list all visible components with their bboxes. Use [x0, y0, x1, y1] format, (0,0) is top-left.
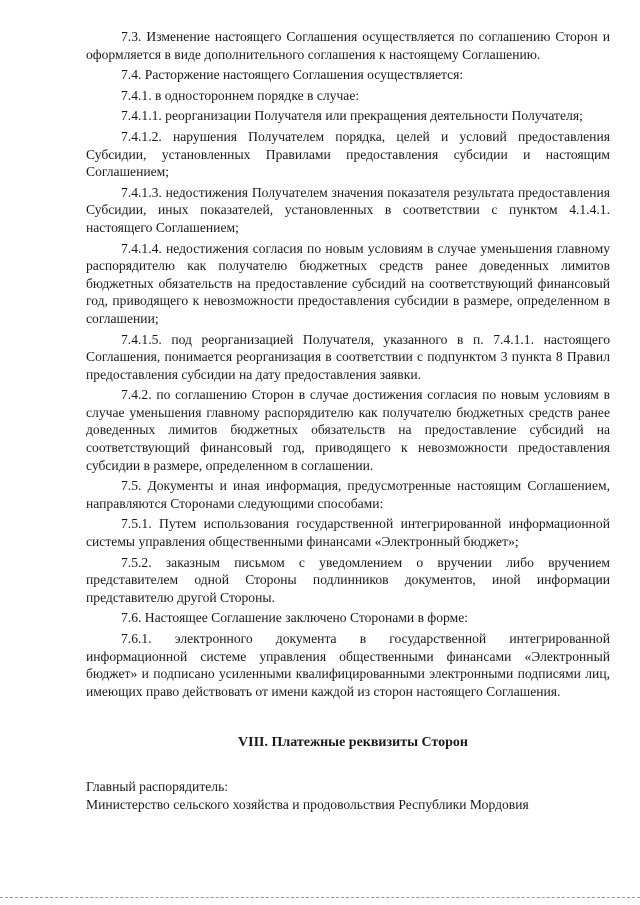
paragraph-7-4-1-5: 7.4.1.5. под реорганизацией Получателя, указанного в п. 7.4.1.1. настоящего Соглашения, понимается реорганизация в соответствии с подпунктом 3 пункта 8 Правил предоставления субсидии на дату предоставления заявки.	[86, 331, 610, 382]
paragraph-7-6: 7.6. Настоящее Соглашение заключено Сторонами в форме:	[121, 610, 469, 626]
paragraph-7-4-2: 7.4.2. по соглашению Сторон в случае достижения согласия по новым условиям в случае уменьшения главному распорядителю как получателю бюджетных средств ранее доведенных лимитов бюджетных обязательств на предоставление субсидий на соответствующий финансовый год, приводящего к невозможности предоставления субсидии в размере, определенном в соглашении.	[86, 387, 610, 473]
paragraph-7-4-1-2: 7.4.1.2. нарушения Получателем порядка, целей и условий предоставления Субсидии, установленных Правилами предоставления субсидии и настоящим Соглашением;	[86, 128, 610, 180]
document-page	[86, 28, 610, 814]
party-block	[86, 778, 610, 813]
paragraph-7-4-1-3: 7.4.1.3. недостижения Получателем значения показателя результата предоставления Субсидии, иных показателей, установленных в соответствии с пунктом 4.1.4.1. настоящего Соглашением;	[86, 184, 610, 235]
paragraph-7-5-2: 7.5.2. заказным письмом с уведомлением о вручении либо вручением представителем одной Стороны подлинников документов, иной информации представителю другой Стороны.	[86, 554, 610, 605]
party-organization: Министерство сельского хозяйства и продовольствия Республики Мордовия	[86, 796, 529, 812]
paragraph-7-5-1: 7.5.1. Путем использования государственной интегрированной информационной системы управления общественными финансами «Электронный бюджет»;	[86, 516, 610, 550]
section-heading: VIII. Платежные реквизиты Сторон	[238, 735, 468, 751]
paragraph-7-3: 7.3. Изменение настоящего Соглашения осуществляется по соглашению Сторон и оформляется в виде дополнительного соглашения к настоящему Соглашению.	[86, 29, 610, 62]
paragraph-7-5: 7.5. Документы и иная информация, предусмотренные настоящим Соглашением, направляются Сторонами следующими способами:	[86, 478, 610, 511]
paragraph-7-4: 7.4. Расторжение настоящего Соглашения осуществляется:	[121, 67, 464, 83]
paragraph-7-4-1-4: 7.4.1.4. недостижения согласия по новым условиям в случае уменьшения главному распорядителю как получателю бюджетных средств ранее доведенных лимитов бюджетных обязательств на предоставление субсидий на соответствующий финансовый год, приводящего к невозможности предоставления субсидии в размере, определенном в соглашении;	[86, 240, 610, 326]
page-bottom-divider	[0, 897, 640, 898]
paragraph-7-4-1-1: 7.4.1.1. реорганизации Получателя или прекращения деятельности Получателя;	[121, 108, 583, 124]
party-label: Главный распорядитель:	[86, 779, 229, 795]
paragraph-7-6-1: 7.6.1. электронного документа в государственной интегрированной информационной системе управления общественными финансами «Электронный бюджет» и подписано усиленными квалифицированными электронными подписями лиц, имеющих право действовать от имени каждой из сторон настоящего Соглашения.	[86, 631, 610, 699]
paragraph-7-4-1: 7.4.1. в одностороннем порядке в случае:	[121, 87, 360, 103]
